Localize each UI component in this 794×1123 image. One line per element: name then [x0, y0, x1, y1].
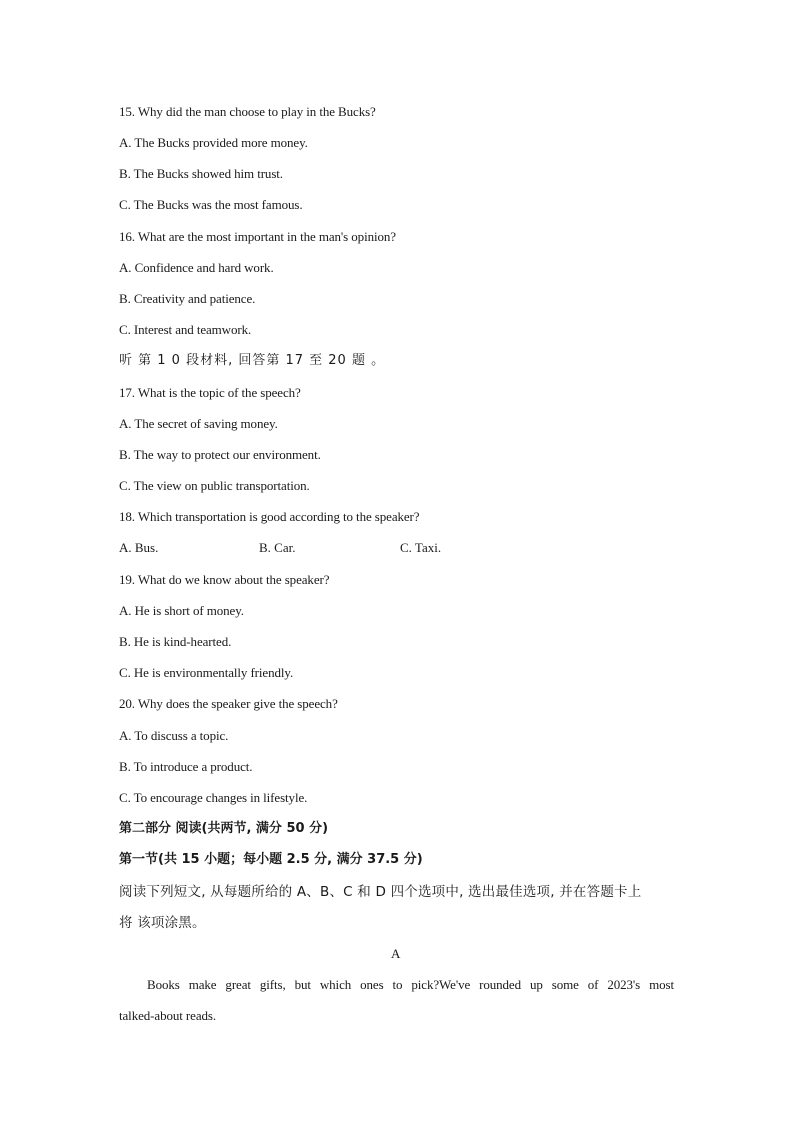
- part-2-heading: 第二部分 阅读(共两节, 满分 50 分): [119, 821, 329, 836]
- question-19-stem: 19. What do we know about the speaker?: [119, 572, 330, 587]
- question-16-option-a: A. Confidence and hard work.: [119, 260, 274, 275]
- question-17-option-a: A. The secret of saving money.: [119, 416, 278, 431]
- question-18-option-c: C. Taxi.: [400, 540, 442, 555]
- passage-label: A: [391, 946, 401, 961]
- question-19-option-c: C. He is environmentally friendly.: [119, 665, 294, 680]
- passage-a-line-1: Books make great gifts, but which ones to pick?We've rounded up some of 2023's most: [147, 977, 674, 992]
- question-19-option-a: A. He is short of money.: [119, 603, 244, 618]
- question-17-stem: 17. What is the topic of the speech?: [119, 385, 301, 400]
- section-1-heading: 第一节(共 15 小题；每小题 2.5 分, 满分 37.5 分): [119, 852, 423, 867]
- section-10-instruction: 听 第 1 0 段材料, 回答第 17 至 20 题 。: [119, 353, 386, 368]
- question-15-option-b: B. The Bucks showed him trust.: [119, 166, 283, 181]
- question-18-option-a: A. Bus.: [119, 540, 159, 555]
- question-17-option-c: C. The view on public transportation.: [119, 478, 310, 493]
- question-20-stem: 20. Why does the speaker give the speech?: [119, 696, 338, 711]
- reading-instruction-line-2: 将 该项涂黑。: [119, 915, 206, 931]
- question-20-option-b: B. To introduce a product.: [119, 759, 253, 774]
- question-20-option-c: C. To encourage changes in lifestyle.: [119, 790, 308, 805]
- question-20-option-a: A. To discuss a topic.: [119, 728, 229, 743]
- question-17-option-b: B. The way to protect our environment.: [119, 447, 321, 462]
- reading-instruction-line-1: 阅读下列短文, 从每题所给的 A、B、C 和 D 四个选项中, 选出最佳选项, 并在答题卡上: [119, 884, 642, 900]
- question-18-stem: 18. Which transportation is good according to the speaker?: [119, 509, 420, 524]
- question-18-option-b: B. Car.: [259, 540, 296, 555]
- passage-a-line-2: talked-about reads.: [119, 1008, 217, 1023]
- question-16-option-b: B. Creativity and patience.: [119, 291, 256, 306]
- question-16-stem: 16. What are the most important in the man's opinion?: [119, 229, 396, 244]
- question-16-option-c: C. Interest and teamwork.: [119, 322, 252, 337]
- question-15-option-a: A. The Bucks provided more money.: [119, 135, 308, 150]
- question-19-option-b: B. He is kind-hearted.: [119, 634, 232, 649]
- question-15-stem: 15. Why did the man choose to play in the Bucks?: [119, 104, 376, 119]
- question-15-option-c: C. The Bucks was the most famous.: [119, 197, 303, 212]
